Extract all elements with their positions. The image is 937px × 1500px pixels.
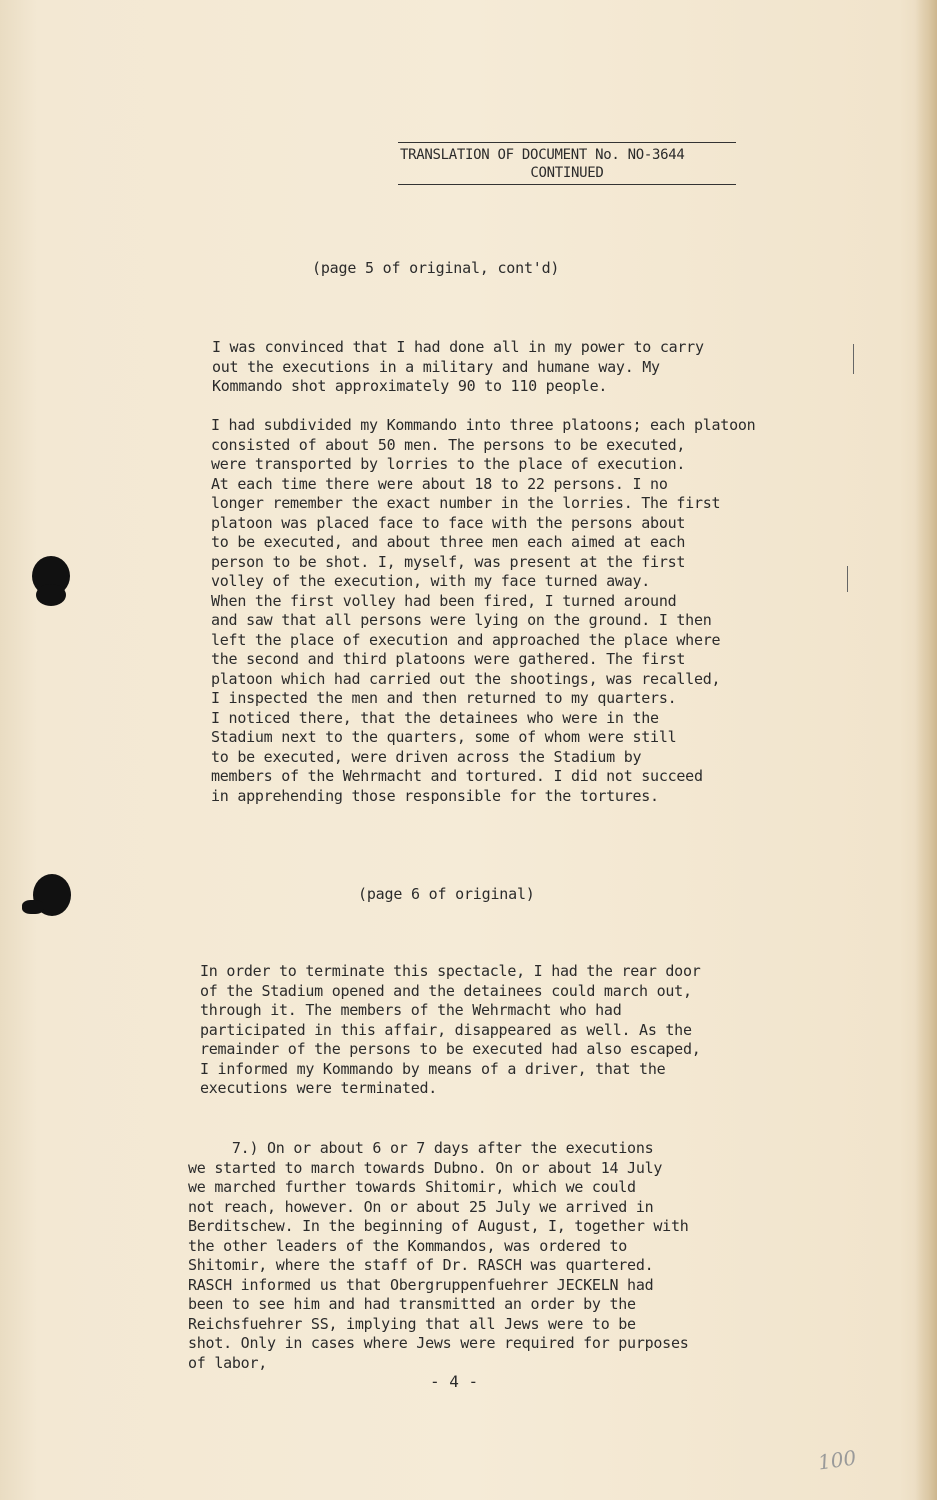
- text-line: I informed my Kommando by means of a driver, that the: [200, 1059, 666, 1078]
- text-line: Kommando shot approximately 90 to 110 people.: [212, 377, 608, 395]
- paragraph-4: [188, 1139, 689, 1373]
- text-line: I had subdivided my Kommando into three platoons; each platoon: [211, 416, 756, 434]
- document-continued: CONTINUED: [530, 165, 604, 181]
- text-line: person to be shot. I, myself, was present at the first: [211, 552, 686, 571]
- document-title: TRANSLATION OF DOCUMENT No. NO-3644: [400, 147, 685, 163]
- text-line: of the Stadium opened and the detainees could march out,: [200, 981, 692, 1000]
- text-line: RASCH informed us that Obergruppenfuehrer JECKELN had: [188, 1275, 654, 1294]
- text-line: At each time there were about 18 to 22 persons. I no: [211, 474, 668, 493]
- text-line: been to see him and had transmitted an order by the: [188, 1295, 636, 1313]
- text-line: In order to terminate this spectacle, I had the rear door: [200, 962, 701, 980]
- text-line: out the executions in a military and humane way. My: [212, 357, 660, 376]
- text-line: executions were terminated.: [200, 1079, 438, 1097]
- text-line: through it. The members of the Wehrmacht who had: [200, 1001, 622, 1019]
- text-line: left the place of execution and approached the place where: [211, 630, 721, 649]
- document-header: [398, 142, 736, 185]
- page-marker-5: (page 5 of original, cont'd): [312, 259, 560, 277]
- text-line: platoon which had carried out the shootings, was recalled,: [211, 669, 721, 688]
- text-line: Stadium next to the quarters, some of whom were still: [211, 728, 677, 746]
- text-line: I was convinced that I had done all in my power to carry: [212, 338, 704, 356]
- punch-hole-top-lower: [36, 584, 66, 606]
- text-line: consisted of about 50 men. The persons to be executed,: [211, 435, 686, 454]
- page-marker-6: (page 6 of original): [358, 885, 535, 903]
- paper-edge-shadow: [915, 0, 937, 1500]
- text-line: and saw that all persons were lying on the ground. I then: [211, 611, 712, 629]
- text-line: of labor,: [188, 1353, 268, 1372]
- text-line: we started to march towards Dubno. On or about 14 July: [188, 1158, 663, 1177]
- text-line: I inspected the men and then returned to my quarters.: [211, 689, 677, 707]
- text-line: longer remember the exact number in the lorries. The first: [211, 494, 721, 512]
- margin-mark: [853, 344, 854, 374]
- text-line: volley of the execution, with my face turned away.: [211, 572, 651, 590]
- text-line: remainder of the persons to be executed had also escaped,: [200, 1040, 701, 1058]
- text-line: shot. Only in cases where Jews were required for purposes: [188, 1334, 689, 1352]
- text-line: 7.) On or about 6 or 7 days after the executions: [188, 1139, 654, 1157]
- page-number: - 4 -: [430, 1372, 479, 1391]
- text-line: I noticed there, that the detainees who were in the: [211, 708, 659, 727]
- text-line: the other leaders of the Kommandos, was ordered to: [188, 1236, 628, 1255]
- text-line: members of the Wehrmacht and tortured. I did not succeed: [211, 767, 703, 785]
- text-line: platoon was placed face to face with the persons about: [211, 513, 686, 532]
- text-line: we marched further towards Shitomir, which we could: [188, 1178, 636, 1196]
- text-line: participated in this affair, disappeared as well. As the: [200, 1020, 692, 1039]
- pencil-annotation: 100: [816, 1445, 858, 1475]
- text-line: When the first volley had been fired, I turned around: [211, 591, 677, 610]
- text-line: not reach, however. On or about 25 July we arrived in: [188, 1197, 654, 1216]
- text-line: were transported by lorries to the place of execution.: [211, 455, 686, 473]
- header-bottom-rule: [398, 184, 736, 185]
- text-line: to be executed, were driven across the Stadium by: [211, 747, 642, 766]
- text-line: Berditschew. In the beginning of August, I, together with: [188, 1217, 689, 1235]
- punch-hole-bottom-tail: [22, 900, 44, 914]
- paragraph-2: [211, 416, 755, 806]
- paragraph-3: [200, 962, 701, 1099]
- text-line: Shitomir, where the staff of Dr. RASCH was quartered.: [188, 1256, 654, 1274]
- text-line: in apprehending those responsible for the tortures.: [211, 786, 659, 805]
- text-line: the second and third platoons were gathered. The first: [211, 650, 686, 668]
- header-top-rule: [398, 142, 736, 143]
- margin-mark: [847, 566, 848, 592]
- text-line: Reichsfuehrer SS, implying that all Jews were to be: [188, 1314, 636, 1333]
- text-line: to be executed, and about three men each aimed at each: [211, 533, 686, 551]
- paragraph-1: [212, 338, 704, 397]
